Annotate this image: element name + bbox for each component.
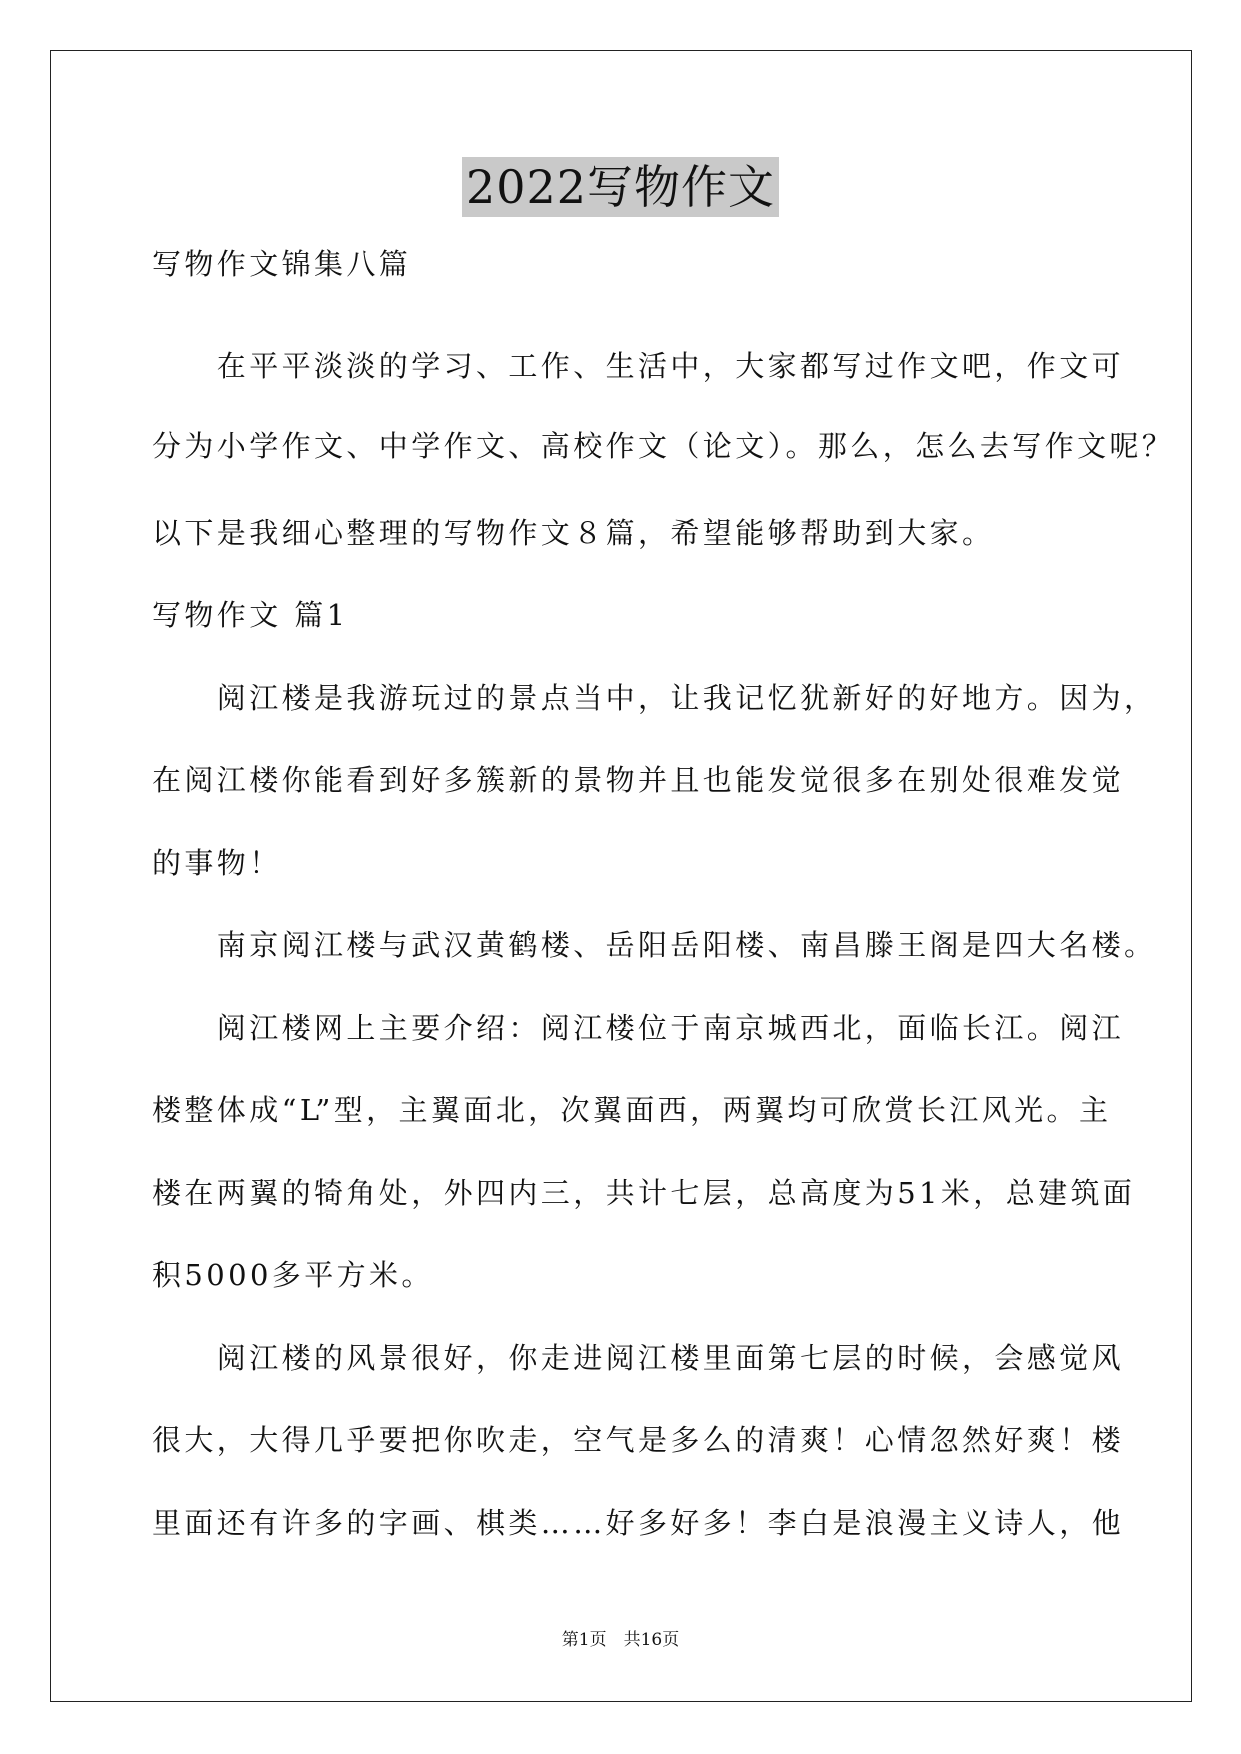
paragraph-line: 南京阅江楼与武汉黄鹤楼、岳阳岳阳楼、南昌滕王阁是四大名楼。 xyxy=(152,928,1157,962)
paragraph-line: 在阅江楼你能看到好多簇新的景物并且也能发觉很多在别处很难发觉 xyxy=(152,763,1125,797)
page-number: 第1页 共16页 xyxy=(561,1630,680,1650)
title-container xyxy=(0,157,1241,217)
paragraph-line: 楼整体成“L”型，主翼面北，次翼面西，两翼均可欣赏长江风光。主 xyxy=(152,1093,1112,1127)
paragraph-line: 分为小学作文、中学作文、高校作文（论文）。那么，怎么去写作文呢？ xyxy=(152,429,1175,463)
document-title[interactable]: 2022写物作文 xyxy=(462,157,779,217)
paragraph-line: 楼在两翼的犄角处，外四内三，共计七层，总高度为51米，总建筑面 xyxy=(152,1176,1136,1210)
paragraph-line: 里面还有许多的字画、棋类……好多好多！李白是浪漫主义诗人，他 xyxy=(152,1506,1125,1540)
paragraph-line: 的事物！ xyxy=(152,846,282,880)
paragraph-line: 在平平淡淡的学习、工作、生活中，大家都写过作文吧，作文可 xyxy=(152,349,1125,383)
paragraph-line: 阅江楼的风景很好，你走进阅江楼里面第七层的时候，会感觉风 xyxy=(152,1341,1125,1375)
paragraph-line: 积5000多平方米。 xyxy=(152,1258,434,1292)
paragraph-line: 以下是我细心整理的写物作文８篇，希望能够帮助到大家。 xyxy=(152,516,995,550)
paragraph-line: 很大，大得几乎要把你吹走，空气是多么的清爽！心情忽然好爽！楼 xyxy=(152,1423,1125,1457)
section-heading: 写物作文 篇1 xyxy=(152,598,349,632)
document-subtitle: 写物作文锦集八篇 xyxy=(152,247,412,281)
paragraph-line: 阅江楼是我游玩过的景点当中，让我记忆犹新好的好地方。因为， xyxy=(152,681,1157,715)
paragraph-line: 阅江楼网上主要介绍：阅江楼位于南京城西北，面临长江。阅江 xyxy=(152,1011,1125,1045)
